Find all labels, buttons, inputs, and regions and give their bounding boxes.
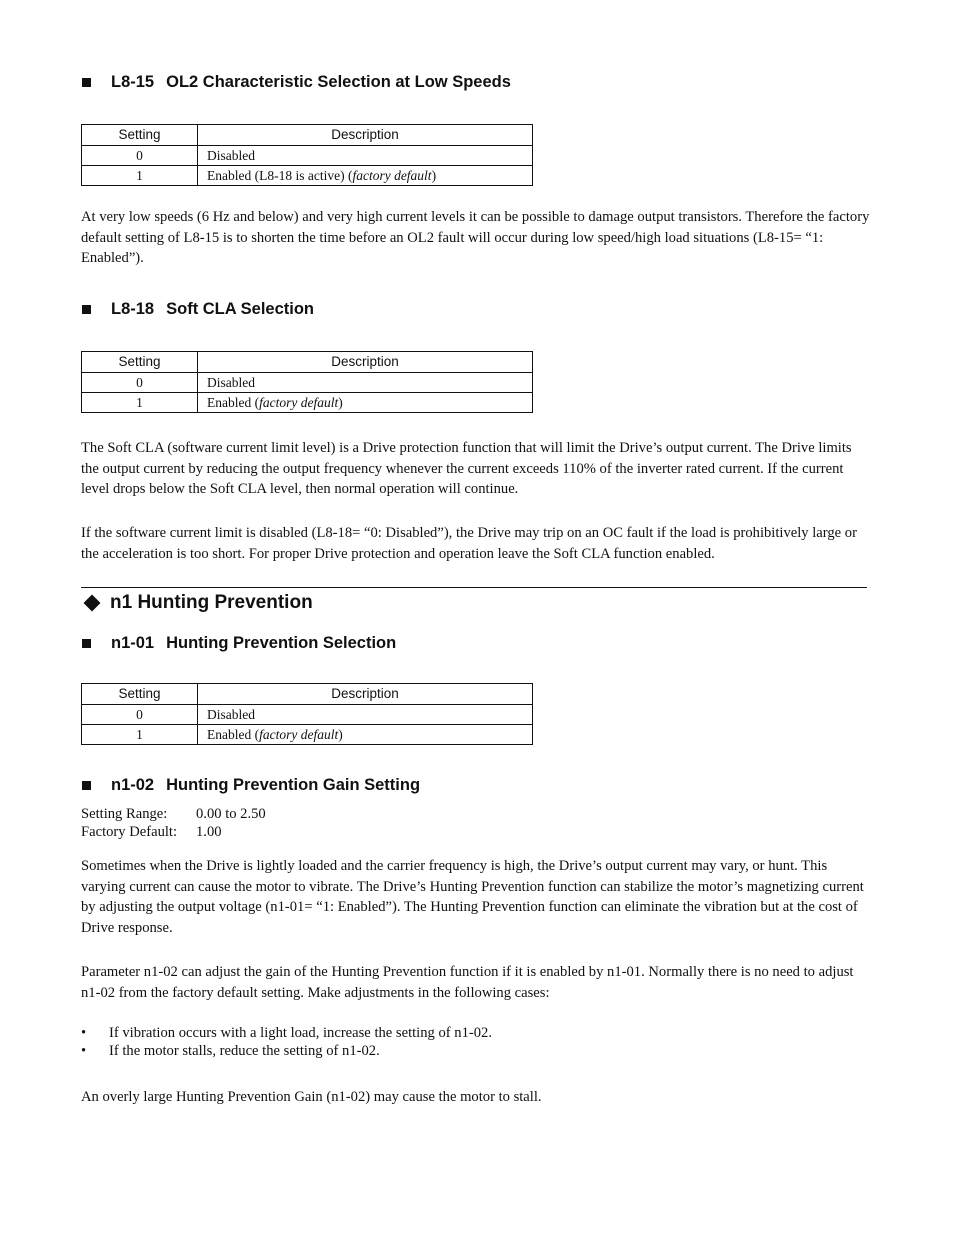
description-cell — [198, 725, 533, 745]
bullet-list — [81, 1024, 492, 1060]
table-row — [82, 166, 533, 186]
factory-default-row — [81, 824, 266, 842]
setting-range-row — [81, 806, 266, 824]
paragraph-hunting-2: Parameter n1-02 can adjust the gain of the Hunting Prevention function if it is enabled by n1-01. Normally there is no need to adjust n1-02 from the factory default setting. Make adjustments in the following cases: — [81, 964, 854, 1001]
desc-text-end: ) — [338, 394, 343, 410]
heading-n1-hunting-prevention — [82, 592, 313, 614]
setting-cell: 1 — [82, 725, 198, 745]
paragraph-soft-cla-1: The Soft CLA (software current limit level) is a Drive protection function that will limit the Drive’s output current. The Drive limits the output current by reducing the output frequency whenever the current exceeds 110% of the inverter rated current. If the current level drops below the Soft CLA level, then normal operation will continue. — [81, 440, 852, 497]
description-cell — [198, 166, 533, 186]
square-bullet-icon — [82, 78, 91, 87]
desc-text: Enabled ( — [207, 394, 260, 410]
section-title: n1 Hunting Prevention — [110, 592, 313, 613]
header-description: Description — [198, 352, 533, 373]
heading-code: n1-02 — [111, 776, 155, 794]
setting-cell: 0 — [82, 146, 198, 166]
heading-l8-18 — [82, 300, 314, 319]
heading-n1-02 — [82, 776, 420, 795]
header-description: Description — [198, 125, 533, 146]
heading-title: Hunting Prevention Gain Setting — [166, 776, 421, 794]
desc-emphasis: factory default — [259, 394, 339, 410]
paragraph-soft-cla-2: If the software current limit is disabled (L8-18= “0: Disabled”), the Drive may trip on an OC fault if the load is prohibitively large or the acceleration is too short. For proper Drive protection and operation leave the Soft CLA function enabled. — [81, 525, 857, 562]
heading-code: n1-01 — [111, 634, 155, 652]
list-item-text: If the motor stalls, reduce the setting of n1-02. — [109, 1043, 380, 1059]
table-row — [82, 373, 533, 393]
square-bullet-icon — [82, 305, 91, 314]
heading-code: L8-15 — [111, 73, 155, 91]
table-header-row — [82, 125, 533, 146]
settings-table-l8-18 — [81, 351, 533, 413]
desc-text: Enabled ( — [207, 726, 260, 742]
setting-range-value: 0.00 to 2.50 — [196, 806, 266, 822]
table-row — [82, 725, 533, 745]
header-setting: Setting — [82, 684, 198, 705]
section-divider — [81, 587, 867, 588]
bullet-icon: • — [81, 1043, 87, 1059]
factory-default-label: Factory Default: — [81, 823, 178, 840]
heading-title: OL2 Characteristic Selection at Low Speeds — [166, 73, 511, 91]
setting-cell: 1 — [82, 166, 198, 186]
heading-code: L8-18 — [111, 300, 155, 318]
desc-text-end: ) — [431, 167, 437, 183]
setting-cell: 0 — [82, 705, 198, 725]
table-header-row — [82, 352, 533, 373]
description-cell — [198, 393, 533, 413]
desc-emphasis: factory default — [259, 726, 339, 742]
desc-text: Enabled (L8-18 is active) ( — [207, 167, 353, 183]
factory-default-value: 1.00 — [196, 823, 222, 840]
settings-table-l8-15 — [81, 124, 533, 186]
desc-text-end: ) — [338, 726, 343, 742]
header-setting: Setting — [82, 125, 198, 146]
list-item — [81, 1024, 492, 1042]
table-row — [82, 705, 533, 725]
bullet-icon: • — [81, 1025, 87, 1041]
description-cell: Disabled — [198, 705, 533, 725]
setting-range-block — [81, 806, 266, 841]
paragraph-l8-15: At very low speeds (6 Hz and below) and very high current levels it can be possible to damage output transistors. Therefore the factory default setting of L8-15 is to shorten the time before an OL2 fault will occur during low speed/high load situations (L8-15= “1: Enabled”). — [81, 209, 870, 266]
diamond-icon — [84, 595, 101, 612]
table-row — [82, 146, 533, 166]
square-bullet-icon — [82, 639, 91, 648]
heading-l8-15 — [82, 73, 511, 92]
paragraph-hunting-3: An overly large Hunting Prevention Gain (n1-02) may cause the motor to stall. — [81, 1089, 542, 1105]
description-cell: Disabled — [198, 373, 533, 393]
desc-emphasis: factory default — [352, 167, 432, 183]
heading-title: Soft CLA Selection — [166, 300, 315, 318]
table-row — [82, 393, 533, 413]
setting-range-label: Setting Range: — [81, 806, 168, 822]
list-item-text: If vibration occurs with a light load, increase the setting of n1-02. — [109, 1025, 492, 1041]
heading-title: Hunting Prevention Selection — [166, 634, 397, 652]
table-header-row — [82, 684, 533, 705]
setting-cell: 0 — [82, 373, 198, 393]
list-item — [81, 1042, 492, 1060]
heading-n1-01 — [82, 634, 396, 653]
header-setting: Setting — [82, 352, 198, 373]
description-cell: Disabled — [198, 146, 533, 166]
setting-cell: 1 — [82, 393, 198, 413]
header-description: Description — [198, 684, 533, 705]
paragraph-hunting-1: Sometimes when the Drive is lightly loaded and the carrier frequency is high, the Drive’s output current may vary, or hunt. This varying current can cause the motor to vibrate. The Drive’s Hunting Prevention function can stabilize the motor’s magnetizing current by adjusting the output voltage (n1-01= “1: Enabled”). The Hunting Prevention function can eliminate the vibration but at the cost of Drive response. — [81, 858, 864, 936]
settings-table-n1-01 — [81, 683, 533, 745]
square-bullet-icon — [82, 781, 91, 790]
